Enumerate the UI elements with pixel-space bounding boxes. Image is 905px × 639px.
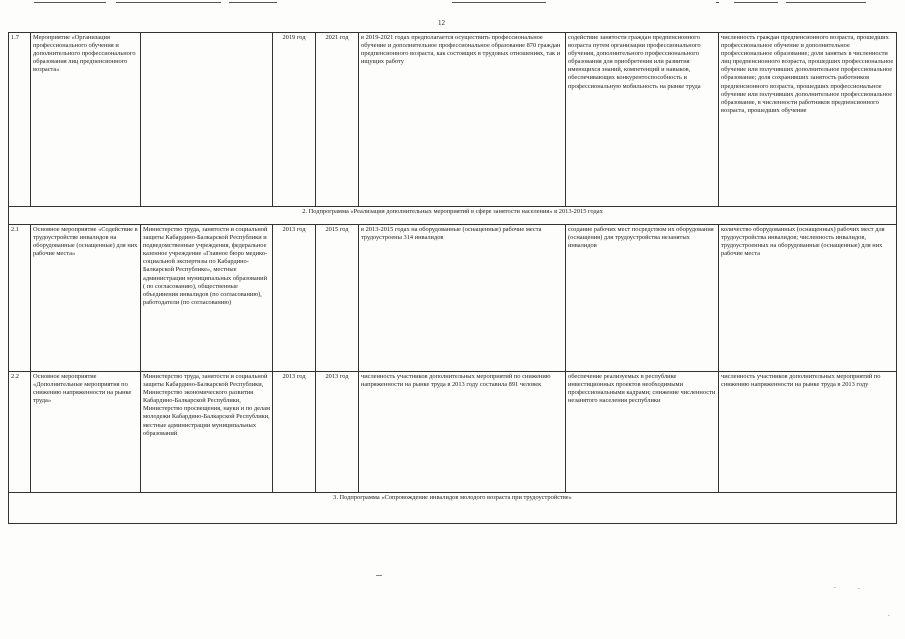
end-year: 2013 год [316,372,359,493]
table-row [9,33,897,207]
subprogram-title: 2. Подпрограмма «Реализация дополнительных мероприятий в сфере занятости населения» в 2013-2015 годах [9,207,897,225]
scan-speck: . [858,583,860,591]
row-number: 2.1 [9,225,31,372]
scan-speck: . [834,582,836,590]
indicators-cell: количество оборудованных (оснащенных) рабочих мест для трудоустройства инвалидов; численность инвалидов, трудоустроенных на оборудованные (оснащенные) для них рабочие места [719,225,897,372]
expected-result: в 2019-2021 годах предполагается осуществить профессиональное обучение и дополнительное профессиональное образование 870 граждан предпенсионного возраста, как состоящих в трудовых отношениях, так и ищущих работу [359,33,566,207]
end-year: 2021 год [316,33,359,207]
program-table [8,32,897,524]
scan-line [452,2,546,3]
effect-cell: обеспечение реализуемых в республике инвестиционных проектов необходимыми профессиональными кадрами; снижение численности незанятого населения республики [566,372,719,493]
measure-title: Основное мероприятие «Дополнительные мероприятия по снижению напряженности на рынке труда» [31,372,141,493]
expected-result: численность участников дополнительных мероприятий по снижению напряженности на рынке труда в 2013 году составила 891 человек [359,372,566,493]
row-number: 2.2 [9,372,31,493]
scan-speck [376,575,382,576]
table-row [9,225,897,372]
start-year: 2013 год [273,225,316,372]
start-year: 2019 год [273,33,316,207]
effect-cell: создание рабочих мест посредством их оборудования (оснащения) для трудоустройства незанятых инвалидов [566,225,719,372]
start-year: 2013 год [273,372,316,493]
scan-line [116,2,221,3]
scan-line [716,2,719,3]
scan-line [734,2,778,3]
end-year: 2015 год [316,225,359,372]
scan-line [229,2,277,3]
page-number: 12 [438,19,445,27]
scan-speck: . [888,610,890,618]
row-number: 1.7 [9,33,31,207]
executor-cell [141,33,273,207]
subprogram-row [9,207,897,225]
effect-cell: содействие занятости граждан предпенсионного возраста путем организации профессионального обучения, дополнительного профессионального образования для приобретения или развития имеющихся знаний, компетенций и навыков, обеспечивающих конкурентоспособность и профессиональную мобильность на рынке труда [566,33,719,207]
subprogram-row [9,493,897,524]
scan-line [34,2,106,3]
executor-cell: Министерство труда, занятости и социальной защиты Кабардино-Балкарской Республики, Министерство экономического развития Кабардино-Балкарской Республики, Министерство просвещения, науки и по делам молодежи Кабардино-Балкарской Республики, местные администрации муниципальных образований [141,372,273,493]
expected-result: в 2013-2015 годах на оборудованные (оснащенные) рабочие места трудоустроены 314 инвалидов [359,225,566,372]
indicators-cell: численность участников дополнительных мероприятий по снижению напряженности на рынке труда в 2013 году [719,372,897,493]
measure-title: Мероприятие «Организация профессионального обучения и дополнительного профессионального образования лиц предпенсионного возраста» [31,33,141,207]
table-row [9,372,897,493]
scan-line [786,2,866,3]
executor-cell: Министерство труда, занятости и социальной защиты Кабардино-Балкарской Республики и подведомственные учреждения, федеральное казенное учреждение «Главное бюро медико-социальной экспертизы по Кабардино-Балкарской Республике», местные администрации муниципальных образований ( по согласованию), общественные объединения инвалидов (по согласованию), работодатели (по согласованию) [141,225,273,372]
measure-title: Основное мероприятие «Содействие в трудоустройстве инвалидов на оборудованные (оснащенные) для них рабочие места» [31,225,141,372]
subprogram-title: 3. Подпрограмма «Сопровождение инвалидов молодого возраста при трудоустройстве» [9,493,897,524]
indicators-cell: численность граждан предпенсионного возраста, прошедших профессиональное обучение и дополнительное профессиональное образование; доля занятых в численности лиц предпенсионного возраста, прошедших профессиональное обучение или получивших дополнительное профессиональное образование; доля сохранивших занятость работников предпенсионного возраста, прошедших профессиональное обучение или получивших дополнительное профессиональное образование, в численности работников предпенсионного возраста, прошедших обучение [719,33,897,207]
